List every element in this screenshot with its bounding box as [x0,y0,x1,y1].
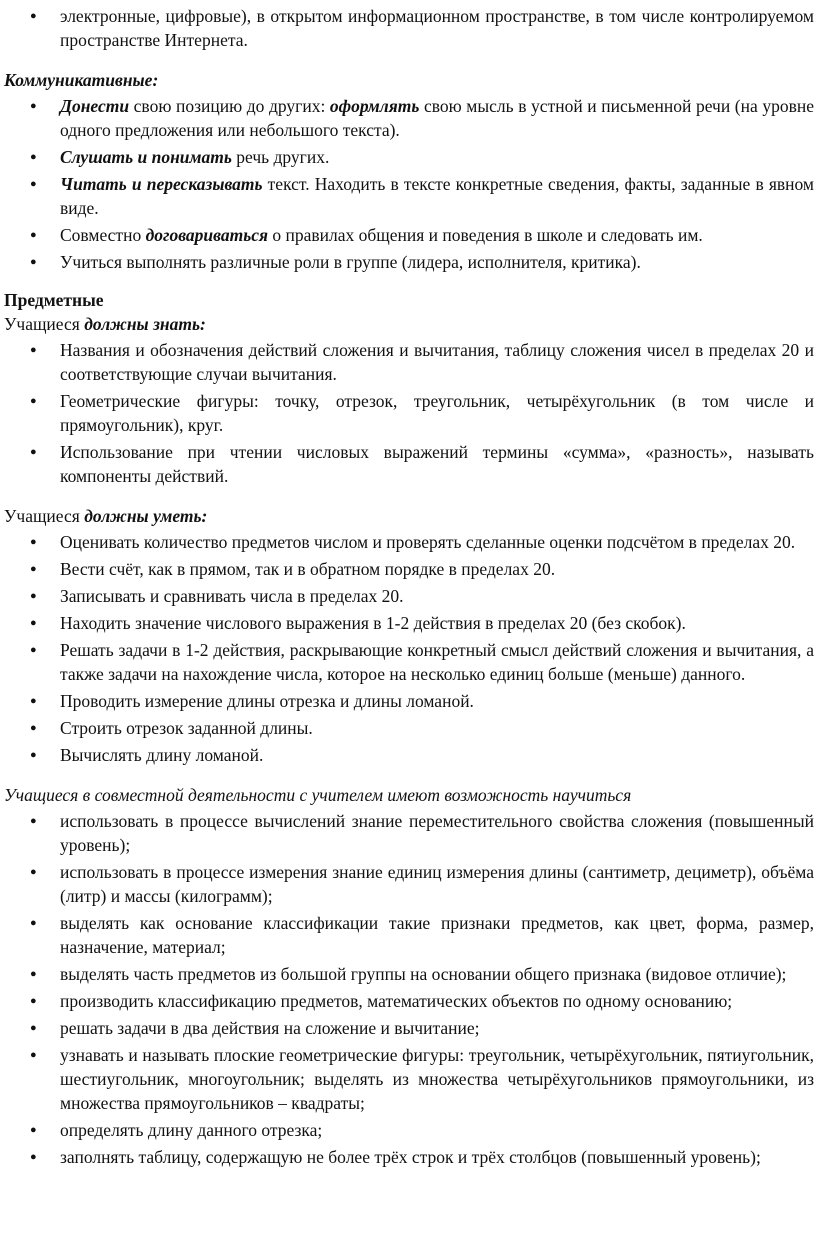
list-item: ● Записывать и сравнивать числа в пределах 20. [30,586,404,606]
bullet-icon: ● [30,590,37,602]
bullet-icon: ● [30,344,37,356]
bullet-icon: ● [30,1124,37,1136]
bullet-icon: ● [30,563,37,575]
must-know-list [0,338,816,488]
list-item: ● Геометрические фигуры: точку, отрезок, треугольник, четырёхугольник (в том числе и прямоугольник), круг. [30,391,814,435]
list-item: ● Учиться выполнять различные роли в группе (лидера, исполнителя, критика). [30,252,641,272]
list-item: ● определять длину данного отрезка; [30,1120,323,1140]
bullet-icon: ● [30,917,37,929]
bullet-icon: ● [30,995,37,1007]
list-item: ● использовать в процессе измерения знание единиц измерения длины (сантиметр, дециметр), объёма (литр) и массы (килограмм); [30,862,814,906]
document-page [0,4,816,1172]
list-item: ● использовать в процессе вычислений знание переместительного свойства сложения (повышенный уровень); [30,811,814,855]
list-item: ● выделять как основание классификации такие признаки предметов, как цвет, форма, размер, назначение, материал; [30,913,814,957]
must-know-label: Учащиеся должны знать: [4,314,206,334]
bullet-icon: ● [30,10,37,22]
bullet-icon: ● [30,695,37,707]
bullet-icon: ● [30,256,37,268]
bullet-icon: ● [30,395,37,407]
list-item: ● узнавать и называть плоские геометрические фигуры: треугольник, четырёхугольник, пятиугольник, шестиугольник, многоугольник; выделять из множества четырёхугольников прямоугольники, из множества прямоугольников – квадраты; [30,1045,814,1113]
list-item: ● производить классификацию предметов, математических объектов по одному основанию; [30,991,733,1011]
list-item: ● Строить отрезок заданной длины. [30,718,313,738]
bullet-icon: ● [30,151,37,163]
must-be-able-list [0,530,816,767]
bullet-icon: ● [30,968,37,980]
bullet-icon: ● [30,749,37,761]
joint-activity-list [0,809,816,1169]
bullet-icon: ● [30,1151,37,1163]
bullet-icon: ● [30,100,37,112]
communicative-list [0,94,816,274]
list-item: ● электронные, цифровые), в открытом информационном пространстве, в том числе контролируемом пространстве Интернета. [30,6,814,50]
list-item: ● Оценивать количество предметов числом и проверять сделанные оценки подсчётом в пределах 20. [30,532,796,552]
bullet-icon: ● [30,815,37,827]
bullet-icon: ● [30,644,37,656]
list-item: ● Использование при чтении числовых выражений термины «сумма», «разность», называть компоненты действий. [30,442,814,486]
list-item: ● Решать задачи в 1-2 действия, раскрывающие конкретный смысл действий сложения и вычитания, а также задачи на нахождение числа, которое на несколько единиц больше (меньше) данного. [30,640,814,684]
bullet-icon: ● [30,446,37,458]
bullet-icon: ● [30,722,37,734]
list-item: ● выделять часть предметов из большой группы на основании общего признака (видовое отличие); [30,964,787,984]
bullet-icon: ● [30,617,37,629]
bullet-icon: ● [30,866,37,878]
communicative-heading: Коммуникативные: [4,70,159,90]
bullet-icon: ● [30,536,37,548]
top-list [0,4,816,52]
list-item: ● Находить значение числового выражения в 1-2 действия в пределах 20 (без скобок). [30,613,686,633]
list-item: ● решать задачи в два действия на сложение и вычитание; [30,1018,480,1038]
list-item: ● Проводить измерение длины отрезка и длины ломаной. [30,691,474,711]
list-item: ● Названия и обозначения действий сложения и вычитания, таблицу сложения чисел в пределах 20 и соответствующие случаи вычитания. [30,340,814,384]
list-item: ● Вычислять длину ломаной. [30,745,264,765]
list-item: ● Совместно договариваться о правилах общения и поведения в школе и следовать им. [30,225,703,245]
bullet-icon: ● [30,178,37,190]
bullet-icon: ● [30,1022,37,1034]
list-item: ● заполнять таблицу, содержащую не более трёх строк и трёх столбцов (повышенный уровень); [30,1147,761,1167]
list-item: ● Донести свою позицию до других: оформлять свою мысль в устной и письменной речи (на уровне одного предложения или небольшого текста). [30,96,814,140]
list-item: ● Вести счёт, как в прямом, так и в обратном порядке в пределах 20. [30,559,556,579]
bullet-icon: ● [30,1049,37,1061]
must-be-able-label: Учащиеся должны уметь: [4,506,208,526]
joint-activity-heading: Учащиеся в совместной деятельности с учителем имеют возможность научиться [4,785,632,805]
list-item: ● Слушать и понимать речь других. [30,147,330,167]
list-item: ● Читать и пересказывать текст. Находить в тексте конкретные сведения, факты, заданные в явном виде. [30,174,814,218]
subject-heading: Предметные [4,290,104,310]
bullet-icon: ● [30,229,37,241]
